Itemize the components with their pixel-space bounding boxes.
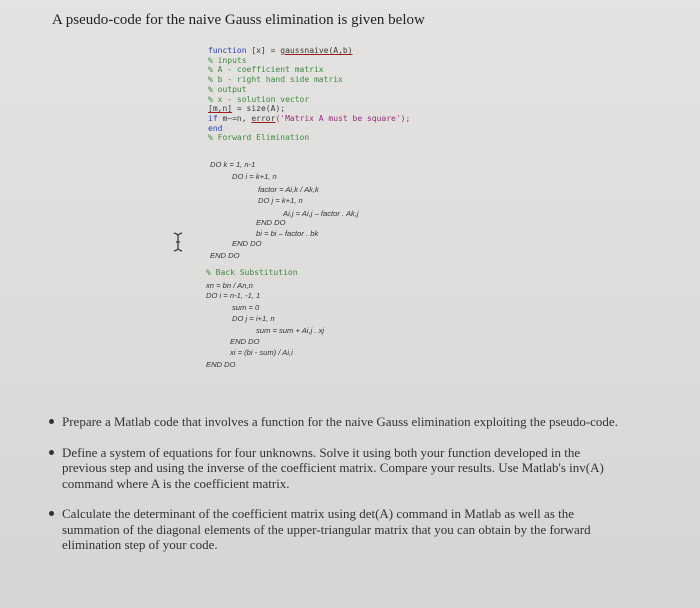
- code-equals: =: [270, 46, 276, 55]
- code-function-name: gaussnaive(A,b): [280, 46, 353, 55]
- code-comment: % inputs: [208, 55, 247, 65]
- task-text: Define a system of equations for four unknowns. Solve it using both your function developed in the previous step and using the inverse of the coefficient matrix. Compare your results. Use Matlab's inv(A) command where A is the coefficient matrix.: [62, 444, 604, 491]
- code-comment: % output: [208, 84, 247, 94]
- pseudo-line: Ai,j = Ai,j – factor . Ak,j: [283, 209, 359, 218]
- pseudo-line: DO j = i+1, n: [232, 314, 275, 323]
- pseudo-line: END DO: [256, 218, 286, 227]
- code-line-size: [208, 104, 410, 114]
- code-keyword: if: [208, 113, 218, 123]
- pseudo-line: factor = Ai,k / Ak,k: [258, 185, 319, 194]
- code-comment: % A - coefficient matrix: [208, 65, 324, 75]
- task-item: [48, 414, 628, 430]
- text-cursor-icon: [172, 232, 184, 252]
- pseudo-line: DO i = n-1, -1, 1: [206, 291, 261, 300]
- code-condition: m~=n,: [217, 113, 252, 123]
- pseudo-line: xi = (bi - sum) / Ai,i: [230, 348, 293, 357]
- code-line-function: [208, 46, 410, 56]
- pseudo-line: DO j = k+1, n: [258, 196, 303, 205]
- pseudo-line: END DO: [230, 337, 260, 346]
- bullet-dot: [49, 511, 54, 516]
- code-keyword: function: [208, 46, 247, 55]
- pseudo-line: END DO: [210, 251, 240, 260]
- code-line-if: [208, 114, 410, 124]
- task-list: [48, 414, 628, 568]
- code-error-call: error: [251, 113, 276, 123]
- pseudo-line: sum = 0: [232, 303, 260, 312]
- page-heading: A pseudo-code for the naive Gauss elimination is given below: [52, 12, 425, 28]
- code-size-var: [m,n]: [208, 104, 233, 114]
- task-text: Prepare a Matlab code that involves a function for the naive Gauss elimination exploiting the pseudo-code.: [62, 414, 618, 429]
- pseudo-line: DO i = k+1, n: [232, 172, 277, 181]
- code-comment: % x - solution vector: [208, 94, 310, 104]
- code-comment-back: % Back Substitution: [206, 268, 298, 277]
- task-text: Calculate the determinant of the coefficient matrix using det(A) command in Matlab as well as the summation of the diagonal elements of the upper-triangular matrix that you can obtain by the forward elimination step of your code.: [62, 506, 591, 552]
- pseudo-line: bi = bi – factor . bk: [256, 229, 319, 238]
- pseudo-line: sum = sum + Ai,j . xj: [256, 326, 325, 335]
- bullet-dot: [49, 419, 54, 424]
- code-end: end: [208, 123, 223, 133]
- pseudo-line: xn = bn / An,n: [206, 281, 253, 290]
- code-comment: % b - right hand side matrix: [208, 75, 343, 85]
- pseudo-line: END DO: [232, 239, 262, 248]
- pseudo-line: DO k = 1, n-1: [210, 160, 256, 169]
- task-item: [48, 506, 628, 553]
- pseudo-line: END DO: [206, 360, 236, 369]
- matlab-code-block: [208, 46, 410, 143]
- code-output-var: [x]: [251, 46, 266, 55]
- code-string: ('Matrix A must be square');: [275, 113, 411, 123]
- code-comment-forward: % Forward Elimination: [208, 133, 310, 143]
- task-item: [48, 445, 628, 492]
- bullet-dot: [49, 450, 54, 455]
- code-size-call: = size(A);: [232, 104, 286, 114]
